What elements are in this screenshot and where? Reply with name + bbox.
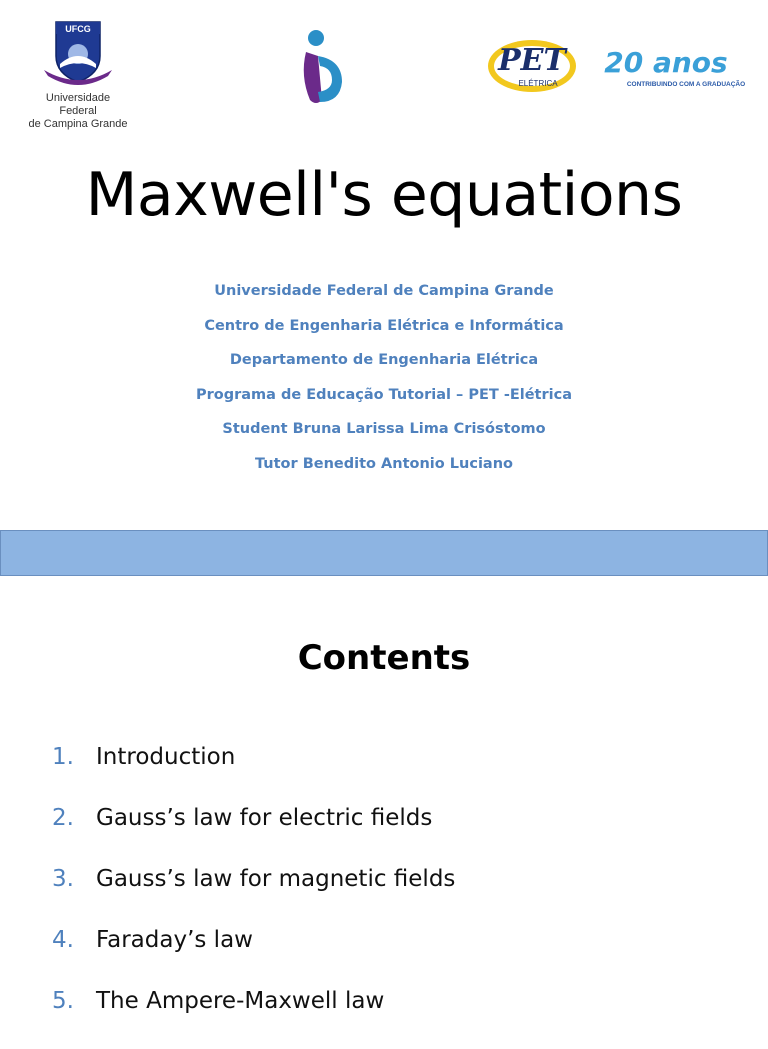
list-item-number: 4. [52, 927, 74, 953]
credit-line-student: Student Bruna Larissa Lima Crisóstomo [222, 421, 546, 437]
list-item [52, 744, 752, 805]
list-item-number: 5. [52, 988, 74, 1014]
list-item-number: 3. [52, 866, 74, 892]
anniversary-text: 20 anos [604, 46, 728, 79]
list-item [52, 988, 752, 1049]
contents-list [52, 744, 752, 1049]
ufcg-crest-icon [28, 18, 128, 88]
credit-line-university: Universidade Federal de Campina Grande [214, 283, 554, 299]
list-item-label: Introduction [96, 744, 236, 770]
list-item-number: 1. [52, 744, 74, 770]
pet-text: PET [498, 43, 566, 78]
list-item [52, 866, 752, 927]
credit-line-department: Departamento de Engenharia Elétrica [229, 352, 539, 368]
list-item-label: Gauss’s law for magnetic fields [96, 866, 456, 892]
list-item-label: Faraday’s law [96, 927, 253, 953]
credit-line-program: Programa de Educação Tutorial – PET -Elétrica [195, 386, 572, 403]
anniversary-tagline: CONTRIBUINDO COM A GRADUAÇÃO [626, 81, 746, 88]
pet-subtitle: ELÉTRICA [518, 79, 558, 88]
list-item-label: The Ampere-Maxwell law [96, 988, 385, 1014]
center-logo [296, 26, 348, 110]
list-item-label: Gauss’s law for electric fields [96, 805, 433, 831]
ufcg-name-line2: de Campina Grande [28, 118, 128, 130]
pet-anniversary-logo [488, 34, 750, 96]
ufcg-logo [28, 18, 128, 130]
ufcg-badge-text: UFCG [65, 24, 91, 34]
page-title: Maxwell's equations [85, 160, 683, 230]
list-item-number: 2. [52, 805, 74, 831]
list-item [52, 805, 752, 866]
person-swirl-icon [296, 26, 348, 110]
list-item [52, 927, 752, 988]
section-divider-band [0, 530, 768, 576]
pet-logo-icon [488, 34, 750, 96]
contents-heading: Contents [297, 638, 471, 678]
credit-line-tutor: Tutor Benedito Antonio Luciano [255, 455, 513, 472]
credits-block [0, 278, 768, 485]
credit-line-center: Centro de Engenharia Elétrica e Informática [204, 317, 564, 334]
ufcg-name-line1: Universidade Federal [45, 92, 111, 117]
